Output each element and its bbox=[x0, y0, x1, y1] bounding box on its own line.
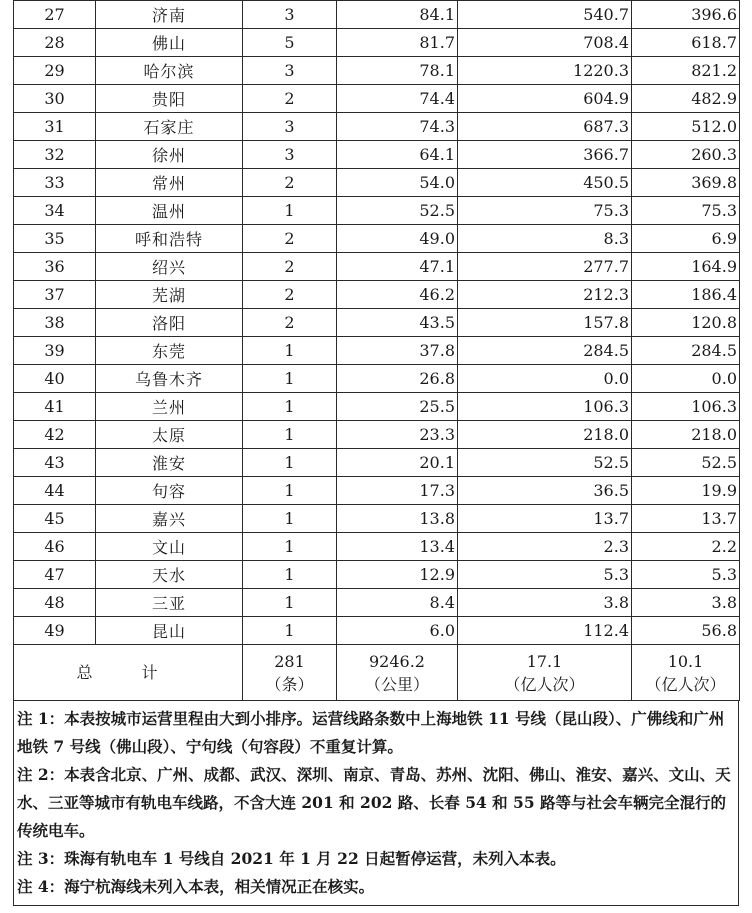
table-row bbox=[14, 141, 740, 169]
inbound-cell: 512.0 bbox=[632, 113, 740, 141]
mileage-cell: 47.1 bbox=[337, 253, 458, 281]
lines-cell: 1 bbox=[243, 505, 337, 533]
inbound-cell: 52.5 bbox=[632, 449, 740, 477]
ridership-cell: 450.5 bbox=[458, 169, 632, 197]
rank-cell: 40 bbox=[14, 365, 96, 393]
city-cell: 佛山 bbox=[96, 29, 243, 57]
city-cell: 石家庄 bbox=[96, 113, 243, 141]
rank-cell: 33 bbox=[14, 169, 96, 197]
table-row bbox=[14, 561, 740, 589]
lines-cell: 2 bbox=[243, 253, 337, 281]
inbound-cell: 3.8 bbox=[632, 589, 740, 617]
mileage-cell: 37.8 bbox=[337, 337, 458, 365]
lines-cell: 1 bbox=[243, 365, 337, 393]
lines-cell: 2 bbox=[243, 85, 337, 113]
rank-cell: 27 bbox=[14, 1, 96, 29]
mileage-cell: 84.1 bbox=[337, 1, 458, 29]
table-row bbox=[14, 589, 740, 617]
inbound-cell: 120.8 bbox=[632, 309, 740, 337]
note-1: 注 1：本表按城市运营里程由大到小排序。运营线路条数中上海地铁 11 号线（昆山段）、广佛线和广州地铁 7 号线（佛山段）、宁句线（句容段）不重复计算。 bbox=[17, 709, 725, 756]
mileage-cell: 78.1 bbox=[337, 57, 458, 85]
rank-cell: 46 bbox=[14, 533, 96, 561]
total-inbound-cell bbox=[632, 645, 740, 701]
ridership-cell: 52.5 bbox=[458, 449, 632, 477]
total-row bbox=[14, 645, 740, 701]
mileage-cell: 25.5 bbox=[337, 393, 458, 421]
ridership-cell: 218.0 bbox=[458, 421, 632, 449]
city-cell: 乌鲁木齐 bbox=[96, 365, 243, 393]
inbound-cell: 5.3 bbox=[632, 561, 740, 589]
note-3: 注 3：珠海有轨电车 1 号线自 2021 年 1 月 22 日起暂停运营，未列入本表。 bbox=[17, 849, 566, 868]
ridership-cell: 1220.3 bbox=[458, 57, 632, 85]
mileage-cell: 6.0 bbox=[337, 617, 458, 645]
total-ridership-unit: （亿人次） bbox=[504, 674, 585, 694]
city-transit-table bbox=[13, 0, 740, 701]
city-cell: 三亚 bbox=[96, 589, 243, 617]
inbound-cell: 19.9 bbox=[632, 477, 740, 505]
table-row bbox=[14, 1, 740, 29]
table-row bbox=[14, 617, 740, 645]
total-lines-value: 281 bbox=[274, 651, 305, 671]
rank-cell: 48 bbox=[14, 589, 96, 617]
inbound-cell: 618.7 bbox=[632, 29, 740, 57]
table-row bbox=[14, 505, 740, 533]
ridership-cell: 157.8 bbox=[458, 309, 632, 337]
lines-cell: 3 bbox=[243, 141, 337, 169]
inbound-cell: 260.3 bbox=[632, 141, 740, 169]
mileage-cell: 13.4 bbox=[337, 533, 458, 561]
lines-cell: 3 bbox=[243, 113, 337, 141]
mileage-cell: 8.4 bbox=[337, 589, 458, 617]
city-cell: 嘉兴 bbox=[96, 505, 243, 533]
ridership-cell: 212.3 bbox=[458, 281, 632, 309]
ridership-cell: 687.3 bbox=[458, 113, 632, 141]
mileage-cell: 26.8 bbox=[337, 365, 458, 393]
lines-cell: 3 bbox=[243, 1, 337, 29]
note-4: 注 4：海宁杭海线未列入本表，相关情况正在核实。 bbox=[17, 877, 375, 896]
total-mileage-unit: （公里） bbox=[364, 674, 429, 694]
mileage-cell: 46.2 bbox=[337, 281, 458, 309]
table-row bbox=[14, 225, 740, 253]
total-label: 总 计 bbox=[14, 645, 243, 701]
inbound-cell: 396.6 bbox=[632, 1, 740, 29]
ridership-cell: 3.8 bbox=[458, 589, 632, 617]
table-row bbox=[14, 533, 740, 561]
total-inbound-unit: （亿人次） bbox=[645, 674, 726, 694]
lines-cell: 2 bbox=[243, 309, 337, 337]
table-row bbox=[14, 309, 740, 337]
city-cell: 淮安 bbox=[96, 449, 243, 477]
city-transit-table-page bbox=[13, 0, 739, 906]
ridership-cell: 540.7 bbox=[458, 1, 632, 29]
lines-cell: 1 bbox=[243, 197, 337, 225]
table-row bbox=[14, 29, 740, 57]
city-cell: 呼和浩特 bbox=[96, 225, 243, 253]
total-ridership-value: 17.1 bbox=[526, 651, 563, 671]
table-body bbox=[14, 1, 740, 645]
rank-cell: 30 bbox=[14, 85, 96, 113]
inbound-cell: 75.3 bbox=[632, 197, 740, 225]
rank-cell: 42 bbox=[14, 421, 96, 449]
city-cell: 天水 bbox=[96, 561, 243, 589]
city-cell: 常州 bbox=[96, 169, 243, 197]
inbound-cell: 482.9 bbox=[632, 85, 740, 113]
ridership-cell: 2.3 bbox=[458, 533, 632, 561]
inbound-cell: 164.9 bbox=[632, 253, 740, 281]
mileage-cell: 52.5 bbox=[337, 197, 458, 225]
city-cell: 芜湖 bbox=[96, 281, 243, 309]
inbound-cell: 13.7 bbox=[632, 505, 740, 533]
table-row bbox=[14, 113, 740, 141]
ridership-cell: 0.0 bbox=[458, 365, 632, 393]
lines-cell: 1 bbox=[243, 589, 337, 617]
mileage-cell: 17.3 bbox=[337, 477, 458, 505]
table-row bbox=[14, 393, 740, 421]
mileage-cell: 43.5 bbox=[337, 309, 458, 337]
total-ridership-cell bbox=[458, 645, 632, 701]
rank-cell: 47 bbox=[14, 561, 96, 589]
total-mileage-value: 9246.2 bbox=[369, 651, 425, 671]
inbound-cell: 284.5 bbox=[632, 337, 740, 365]
inbound-cell: 106.3 bbox=[632, 393, 740, 421]
city-cell: 温州 bbox=[96, 197, 243, 225]
city-cell: 洛阳 bbox=[96, 309, 243, 337]
lines-cell: 1 bbox=[243, 477, 337, 505]
ridership-cell: 284.5 bbox=[458, 337, 632, 365]
ridership-cell: 277.7 bbox=[458, 253, 632, 281]
total-lines-unit: （条） bbox=[265, 674, 314, 694]
mileage-cell: 54.0 bbox=[337, 169, 458, 197]
lines-cell: 5 bbox=[243, 29, 337, 57]
total-mileage-cell bbox=[337, 645, 458, 701]
mileage-cell: 13.8 bbox=[337, 505, 458, 533]
mileage-cell: 49.0 bbox=[337, 225, 458, 253]
ridership-cell: 604.9 bbox=[458, 85, 632, 113]
table-row bbox=[14, 449, 740, 477]
rank-cell: 44 bbox=[14, 477, 96, 505]
note-2: 注 2：本表含北京、广州、成都、武汉、深圳、南京、青岛、苏州、沈阳、佛山、淮安、嘉兴、文山、天水、三亚等城市有轨电车线路，不含大连 201 和 202 路、长春 54 和 55 路等与社会车辆完全混行的传统电车。 bbox=[17, 765, 731, 840]
city-cell: 绍兴 bbox=[96, 253, 243, 281]
inbound-cell: 6.9 bbox=[632, 225, 740, 253]
table-row bbox=[14, 197, 740, 225]
lines-cell: 1 bbox=[243, 533, 337, 561]
mileage-cell: 64.1 bbox=[337, 141, 458, 169]
total-inbound-value: 10.1 bbox=[667, 651, 704, 671]
ridership-cell: 75.3 bbox=[458, 197, 632, 225]
city-cell: 济南 bbox=[96, 1, 243, 29]
rank-cell: 49 bbox=[14, 617, 96, 645]
lines-cell: 2 bbox=[243, 169, 337, 197]
table-row bbox=[14, 421, 740, 449]
city-cell: 哈尔滨 bbox=[96, 57, 243, 85]
mileage-cell: 74.3 bbox=[337, 113, 458, 141]
table-row bbox=[14, 337, 740, 365]
rank-cell: 36 bbox=[14, 253, 96, 281]
lines-cell: 1 bbox=[243, 561, 337, 589]
rank-cell: 35 bbox=[14, 225, 96, 253]
table-row bbox=[14, 281, 740, 309]
rank-cell: 31 bbox=[14, 113, 96, 141]
notes-box bbox=[13, 701, 739, 906]
city-cell: 昆山 bbox=[96, 617, 243, 645]
lines-cell: 1 bbox=[243, 337, 337, 365]
lines-cell: 3 bbox=[243, 57, 337, 85]
mileage-cell: 74.4 bbox=[337, 85, 458, 113]
table-row bbox=[14, 253, 740, 281]
table-row bbox=[14, 477, 740, 505]
inbound-cell: 56.8 bbox=[632, 617, 740, 645]
inbound-cell: 0.0 bbox=[632, 365, 740, 393]
inbound-cell: 218.0 bbox=[632, 421, 740, 449]
table-row bbox=[14, 169, 740, 197]
lines-cell: 2 bbox=[243, 281, 337, 309]
lines-cell: 2 bbox=[243, 225, 337, 253]
rank-cell: 38 bbox=[14, 309, 96, 337]
lines-cell: 1 bbox=[243, 393, 337, 421]
city-cell: 徐州 bbox=[96, 141, 243, 169]
ridership-cell: 366.7 bbox=[458, 141, 632, 169]
lines-cell: 1 bbox=[243, 449, 337, 477]
city-cell: 东莞 bbox=[96, 337, 243, 365]
ridership-cell: 112.4 bbox=[458, 617, 632, 645]
rank-cell: 45 bbox=[14, 505, 96, 533]
inbound-cell: 186.4 bbox=[632, 281, 740, 309]
city-cell: 句容 bbox=[96, 477, 243, 505]
ridership-cell: 36.5 bbox=[458, 477, 632, 505]
rank-cell: 43 bbox=[14, 449, 96, 477]
total-lines-cell bbox=[243, 645, 337, 701]
table-row bbox=[14, 365, 740, 393]
lines-cell: 1 bbox=[243, 421, 337, 449]
inbound-cell: 369.8 bbox=[632, 169, 740, 197]
rank-cell: 41 bbox=[14, 393, 96, 421]
ridership-cell: 5.3 bbox=[458, 561, 632, 589]
city-cell: 太原 bbox=[96, 421, 243, 449]
ridership-cell: 8.3 bbox=[458, 225, 632, 253]
city-cell: 兰州 bbox=[96, 393, 243, 421]
mileage-cell: 12.9 bbox=[337, 561, 458, 589]
mileage-cell: 23.3 bbox=[337, 421, 458, 449]
table-row bbox=[14, 57, 740, 85]
table-row bbox=[14, 85, 740, 113]
ridership-cell: 106.3 bbox=[458, 393, 632, 421]
mileage-cell: 81.7 bbox=[337, 29, 458, 57]
rank-cell: 32 bbox=[14, 141, 96, 169]
inbound-cell: 821.2 bbox=[632, 57, 740, 85]
rank-cell: 37 bbox=[14, 281, 96, 309]
rank-cell: 39 bbox=[14, 337, 96, 365]
city-cell: 文山 bbox=[96, 533, 243, 561]
ridership-cell: 708.4 bbox=[458, 29, 632, 57]
mileage-cell: 20.1 bbox=[337, 449, 458, 477]
rank-cell: 28 bbox=[14, 29, 96, 57]
city-cell: 贵阳 bbox=[96, 85, 243, 113]
ridership-cell: 13.7 bbox=[458, 505, 632, 533]
inbound-cell: 2.2 bbox=[632, 533, 740, 561]
lines-cell: 1 bbox=[243, 617, 337, 645]
rank-cell: 29 bbox=[14, 57, 96, 85]
rank-cell: 34 bbox=[14, 197, 96, 225]
